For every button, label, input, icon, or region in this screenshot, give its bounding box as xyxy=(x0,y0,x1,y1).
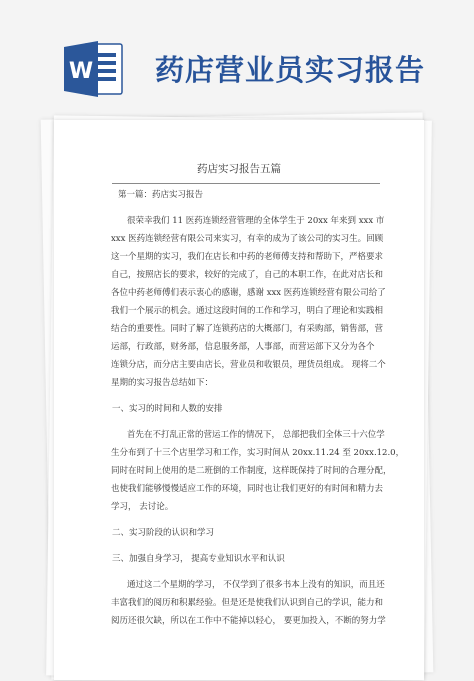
body-line: 丰富我们的阅历和积累经验。但是还是使我们认识到自己的学识，能力和 xyxy=(111,598,384,608)
title-underline xyxy=(112,183,380,184)
document-title: 药店实习报告五篇 xyxy=(197,163,281,175)
logo-letter: W xyxy=(68,59,94,84)
document-page xyxy=(54,120,424,680)
body-line: xxx 医药连锁经营有限公司来实习，有幸的成为了该公司的实习生。回顾 xyxy=(111,234,384,244)
subsection-heading: 三、加强自身学习， 提高专业知识水平和认识 xyxy=(112,554,285,564)
body-line: 同时在时间上使用的是二班倒的工作制度，这样既保持了时间的合理分配， xyxy=(111,466,392,476)
body-line: 星期的实习报告总结如下： xyxy=(111,378,214,388)
body-line: 这一个星期的实习，我们在店长和中药的老师傅支持和帮助下，严格要求 xyxy=(111,252,384,262)
header-banner xyxy=(0,0,474,120)
body-line: 运部，行政部，财务部，信息服务部，人事部，而营运部下又分为各个 xyxy=(111,342,375,352)
body-line: 也使我们能够慢慢适应工作的环境，同时也让我们更好的有时间和精力去 xyxy=(111,484,384,494)
body-line: 各位中药老师傅们表示衷心的感谢，感谢 xxx 医药连锁经营有限公司给了 xyxy=(111,288,386,298)
body-line: 结合的重要性。同时了解了连锁药店的大概部门，有采购部，销售部，营 xyxy=(111,324,384,334)
page-title: 药店营业员实习报告 xyxy=(155,53,426,87)
subsection-heading: 二、实习阶段的认识和学习 xyxy=(112,528,215,538)
subsection-heading: 一、实习的时间和人数的安排 xyxy=(112,404,223,414)
body-line: 首先在不打乱正常的营运工作的情况下， 总部把我们全体三十六位学 xyxy=(127,430,385,440)
body-line: 学习， 去讨论。 xyxy=(111,502,174,512)
body-line: 阅历还很欠缺，所以在工作中不能掉以轻心， 要更加投入，不断的努力学 xyxy=(111,616,386,626)
section-heading: 第一篇：药店实习报告 xyxy=(118,190,204,200)
body-line: 我们一个展示的机会。通过这段时间的工作和学习，明白了理论和实践相 xyxy=(111,306,384,316)
body-line: 通过这二个星期的学习， 不仅学到了很多书本上没有的知识，而且还 xyxy=(127,580,385,590)
body-line: 自己，按照店长的要求，较好的完成了，自己的本职工作，在此对店长和 xyxy=(111,270,384,280)
body-line: 很荣幸我们 11 医药连锁经营管理的全体学生于 20xx 年来到 xxx 市 xyxy=(127,216,385,226)
body-line: 连锁分店，而分店主要由店长，营业员和收银员，理货员组成。 现将二个 xyxy=(111,360,386,370)
word-logo-icon xyxy=(62,38,124,100)
body-line: 生分布到了十三个店里学习和工作，实习时间从 20xx.11.24 至 20xx.12.0， xyxy=(111,448,405,458)
